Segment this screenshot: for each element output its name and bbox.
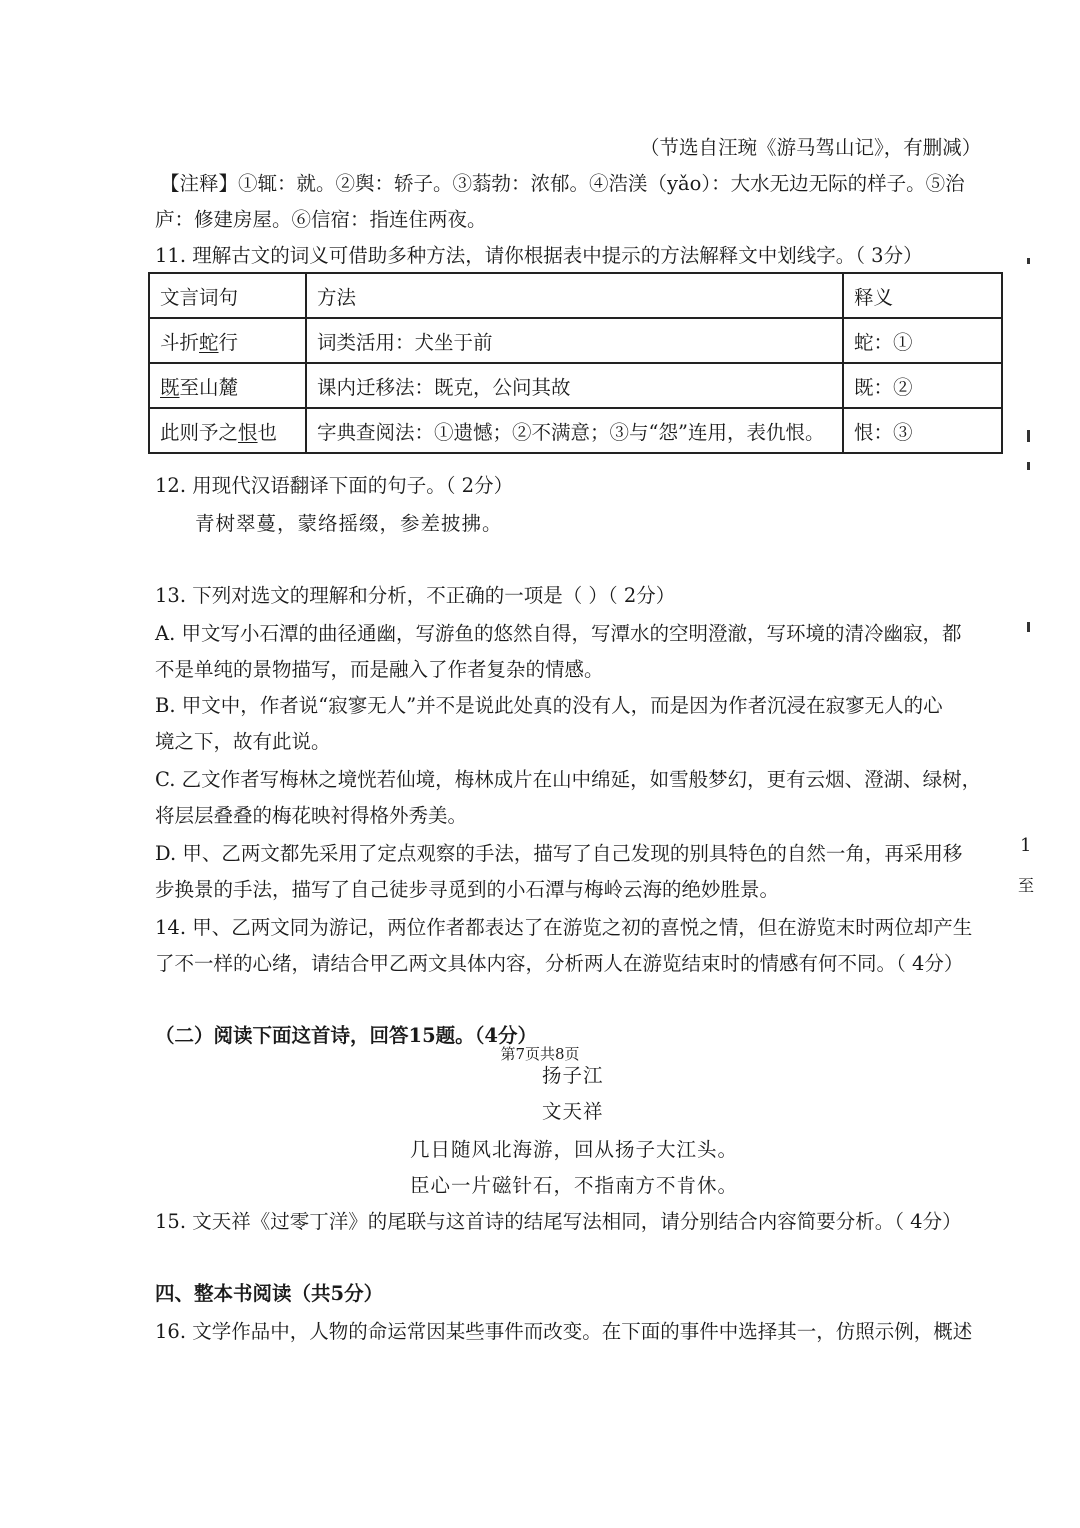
translation-sentence: 青树翠蔓，蒙络摇缀，参差披拂。 <box>195 512 503 535</box>
margin-mark <box>1027 462 1030 470</box>
poem-line: 几日随风北海游，回从扬子大江头。 <box>410 1138 739 1161</box>
meaning-cell: 蛇：① <box>843 318 1002 363</box>
option-c-line: C. 乙文作者写梅林之境恍若仙境，梅林成片在山中绵延，如雪般梦幻，更有云烟、澄湖、绿树， <box>155 768 982 791</box>
underlined-char: 既 <box>160 375 180 399</box>
page-footer: 第7页共8页 <box>500 1045 580 1063</box>
margin-mark <box>1027 622 1030 632</box>
underlined-char: 蛇 <box>199 330 219 354</box>
table-row <box>149 318 1002 363</box>
question-13-prompt: 13. 下列对选文的理解和分析，不正确的一项是（ ）（ 2分） <box>155 584 676 607</box>
method-cell: 词类活用：犬坐于前 <box>306 318 843 363</box>
table-header-cell: 文言词句 <box>149 273 306 318</box>
margin-mark <box>1027 430 1030 442</box>
question-14-line: 14. 甲、乙两文同为游记，两位作者都表达了在游览之初的喜悦之情，但在游览末时两位却产生 <box>155 916 973 939</box>
method-cell: 课内迁移法：既克，公问其故 <box>306 363 843 408</box>
annotation-line: 【注释】①辄：就。②舆：轿子。③蓊勃：浓郁。④浩渼（yǎo）：大水无边无际的样子。⑤治 <box>160 172 965 195</box>
poem-author: 文天祥 <box>542 1100 604 1123</box>
option-c-line: 将层层叠叠的梅花映衬得格外秀美。 <box>155 804 468 827</box>
option-a-line: 不是单纯的景物描写，而是融入了作者复杂的情感。 <box>155 658 604 681</box>
phrase-cell: 此则予之恨也 <box>149 408 306 453</box>
option-a-line: A. 甲文写小石潭的曲径通幽，写游鱼的悠然自得，写潭水的空明澄澈，写环境的清冷幽寂，都 <box>155 622 962 645</box>
phrase-cell: 斗折蛇行 <box>149 318 306 363</box>
table-row <box>149 408 1002 453</box>
q11-table <box>148 272 1003 454</box>
annotation-line: 庐：修建房屋。⑥信宿：指连住两夜。 <box>155 208 487 231</box>
table-header-cell: 释义 <box>843 273 1002 318</box>
meaning-cell: 既：② <box>843 363 1002 408</box>
option-d-line: D. 甲、乙两文都先采用了定点观察的手法，描写了自己发现的别具特色的自然一角，再采用移 <box>155 842 963 865</box>
section-2-heading: （二）阅读下面这首诗，回答15题。（4分） <box>155 1024 537 1047</box>
option-d-line: 步换景的手法，描写了自己徒步寻觅到的小石潭与梅岭云海的绝妙胜景。 <box>155 878 780 901</box>
question-16-line: 16. 文学作品中，人物的命运常因某些事件而改变。在下面的事件中选择其一，仿照示例，概述 <box>155 1320 973 1343</box>
method-cell: 字典查阅法：①遗憾；②不满意；③与“怨”连用，表仇恨。 <box>306 408 843 453</box>
question-15-prompt: 15. 文天祥《过零丁洋》的尾联与这首诗的结尾写法相同，请分别结合内容简要分析。（ 4分） <box>155 1210 962 1233</box>
section-4-heading: 四、整本书阅读（共5分） <box>155 1282 384 1305</box>
meaning-cell: 恨：③ <box>843 408 1002 453</box>
option-b-line: 境之下，故有此说。 <box>155 730 331 753</box>
option-b-line: B. 甲文中，作者说“寂寥无人”并不是说此处真的没有人，而是因为作者沉浸在寂寥无人的心 <box>155 694 943 717</box>
margin-char: 至 <box>1018 876 1035 895</box>
source-line: （节选自汪琬《游马驾山记》，有删减） <box>640 136 982 159</box>
question-12-prompt: 12. 用现代汉语翻译下面的句子。（ 2分） <box>155 474 514 497</box>
phrase-cell: 既至山麓 <box>149 363 306 408</box>
table-row <box>149 363 1002 408</box>
poem-title: 扬子江 <box>542 1064 604 1087</box>
question-14-line: 了不一样的心绪，请结合甲乙两文具体内容，分析两人在游览结束时的情感有何不同。（ 4分） <box>155 952 964 975</box>
poem-line: 臣心一片磁针石，不指南方不肯休。 <box>410 1174 739 1197</box>
margin-char: 1 <box>1020 835 1032 856</box>
table-header-cell: 方法 <box>306 273 843 318</box>
margin-mark <box>1027 258 1030 264</box>
underlined-char: 恨 <box>238 420 258 444</box>
table-header-row <box>149 273 1002 318</box>
question-11-prompt: 11. 理解古文的词义可借助多种方法，请你根据表中提示的方法解释文中划线字。（ 3分） <box>155 244 923 267</box>
